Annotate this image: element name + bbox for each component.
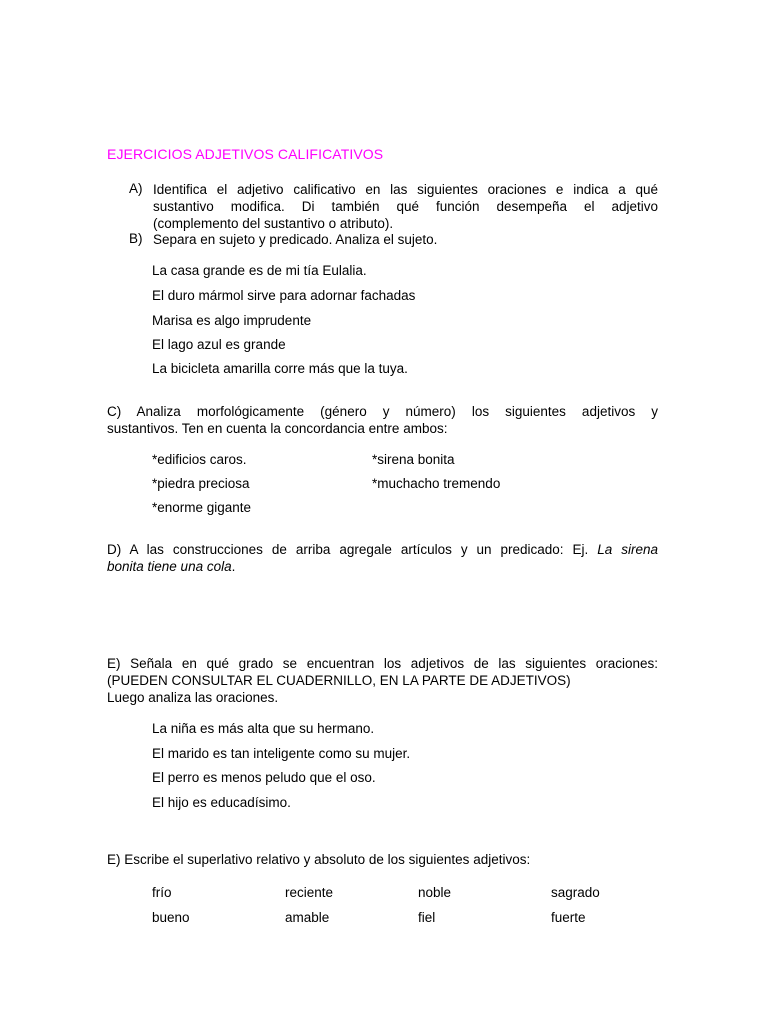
adjective-fiel: fiel [418,910,436,925]
section-e1-line-2: (PUEDEN CONSULTAR EL CUADERNILLO, EN LA PARTE DE ADJETIVOS) [107,673,571,688]
section-d-line-1 [107,541,658,558]
sentence-ab-4: El lago azul es grande [152,337,286,352]
section-e1-line-1: E) Señala en qué grado se encuentran los adjetivos de las siguientes oraciones: [107,656,658,671]
section-a-marker: A) [129,181,143,196]
sentence-e1-3: El perro es menos peludo que el oso. [152,770,376,785]
section-c-item-3: *enorme gigante [152,500,252,515]
section-a-line-1: Identifica el adjetivo calificativo en las siguientes oraciones e indica a qué [153,182,658,197]
section-d-paragraph [107,541,658,575]
section-a-line-3: (complemento del sustantivo o atributo). [153,216,394,231]
section-d-example-start: La sirena [597,542,658,557]
adjective-frio: frío [152,885,172,900]
adjective-sagrado: sagrado [551,885,600,900]
adjective-fuerte: fuerte [551,910,586,925]
section-c-item-1: *edificios caros. [152,452,247,467]
section-d-period: . [231,559,236,574]
section-d-example-end: bonita tiene una cola [107,559,232,574]
sentence-ab-2: El duro mármol sirve para adornar fachadas [152,288,416,303]
section-e1-paragraph [107,655,658,706]
sentence-e1-1: La niña es más alta que su hermano. [152,721,375,736]
sentence-ab-1: La casa grande es de mi tía Eulalia. [152,263,367,278]
adjective-reciente: reciente [285,885,334,900]
sentence-ab-3: Marisa es algo imprudente [152,313,312,328]
section-a-line-2: sustantivo modifica. Di también qué función desempeña el adjetivo [153,199,658,214]
adjective-bueno: bueno [152,910,190,925]
section-e1-line-3: Luego analiza las oraciones. [107,690,279,705]
section-d-line-2 [107,558,658,575]
section-b-line: Separa en sujeto y predicado. Analiza el sujeto. [153,232,438,247]
section-c-line-1: C) Analiza morfológicamente (género y número) los siguientes adjetivos y [107,404,658,419]
section-b-marker: B) [129,231,143,246]
adjective-noble: noble [418,885,452,900]
section-e2-text: E) Escribe el superlativo relativo y absoluto de los siguientes adjetivos: [107,852,531,867]
section-c-item-5: *muchacho tremendo [372,476,501,491]
sentence-ab-5: La bicicleta amarilla corre más que la tuya. [152,361,408,376]
section-c-item-2: *piedra preciosa [152,476,250,491]
page-title: EJERCICIOS ADJETIVOS CALIFICATIVOS [107,146,384,162]
section-a-text [153,181,658,232]
sentence-e1-2: El marido es tan inteligente como su mujer. [152,746,411,761]
section-d-line-1-text: D) A las construcciones de arriba agregale artículos y un predicado: Ej. [107,542,589,557]
sentence-e1-4: El hijo es educadísimo. [152,795,291,810]
section-b-text [153,231,658,248]
section-c-line-2: sustantivos. Ten en cuenta la concordancia entre ambos: [107,421,448,436]
section-c-paragraph [107,403,658,437]
adjective-amable: amable [285,910,330,925]
section-c-item-4: *sirena bonita [372,452,455,467]
